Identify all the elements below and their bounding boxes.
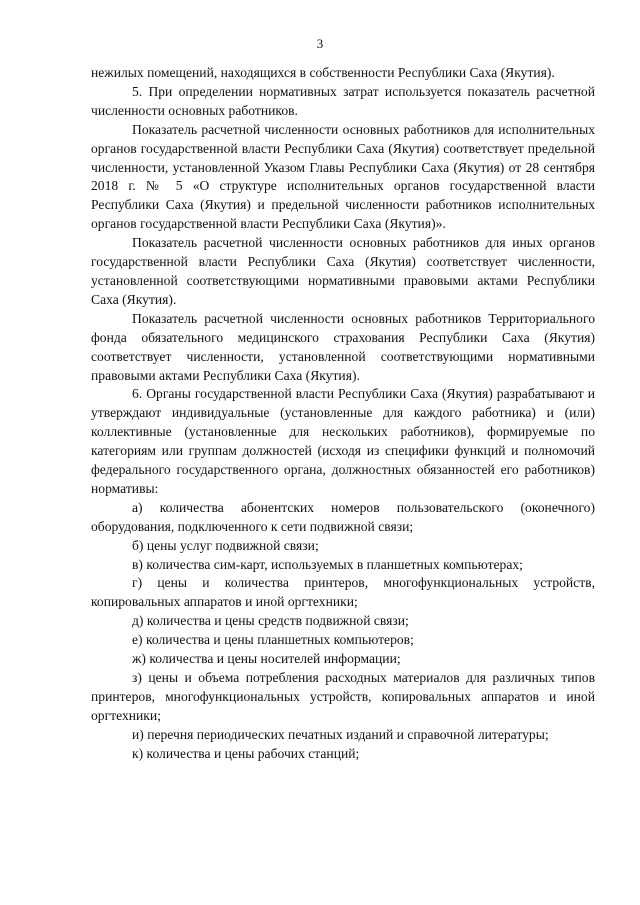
list-item-v: в) количества сим-карт, используемых в планшетных компьютерах; <box>132 556 523 572</box>
list-item-g: г) цены и количества принтеров, многофункциональных устройств, копировальных аппаратов и иной оргтехники; <box>91 575 595 610</box>
list-item-z: з) цены и объема потребления расходных материалов для различных типов принтеров, многофункциональных устройств, копировальных аппаратов и иной оргтехники; <box>91 670 595 723</box>
list-item-k: к) количества и цены рабочих станций; <box>132 745 360 761</box>
list-item-a: а) количества абонентских номеров пользовательского (оконечного) оборудования, подключенного к сети подвижной связи; <box>91 499 595 534</box>
paragraph-continuation: нежилых помещений, находящихся в собственности Республики Саха (Якутия). <box>91 65 555 80</box>
list-item-e: е) количества и цены планшетных компьютеров; <box>132 632 414 648</box>
paragraph-item-5: 5. При определении нормативных затрат используется показатель расчетной численности основных работников. <box>91 83 595 118</box>
paragraph-territorial-fund: Показатель расчетной численности основных работников Территориального фонда обязательного медицинского страхования Республики Саха (Якутия) соответствует численности, установленной соответствующими нормативными правовыми актами Республики Саха (Якутия). <box>91 310 595 383</box>
paragraph-item-6: 6. Органы государственной власти Республики Саха (Якутия) разрабатывают и утверждают индивидуальные (установленные для каждого работника) и (или) коллективные (установленные для нескольких работников), формируемые по категориям или группам должностей (исходя из специфики функций и полномочий федерального государственного органа, должностных обязанностей его работников) нормативы: <box>91 386 595 496</box>
paragraph-other-bodies: Показатель расчетной численности основных работников для иных органов государственной власти Республики Саха (Якутия) соответствует численности, установленной соответствующими нормативными правовыми актами Республики Саха (Якутия). <box>91 235 595 307</box>
paragraph-executive-bodies: Показатель расчетной численности основных работников для исполнительных органов государственной власти Республики Саха (Якутия) соответствует предельной численности, установленной Указом Главы Республики Саха (Якутия) от 28 сентября 2018 г. № 5 «О структуре исполнительных органов государственной власти Республики Саха (Якутия) и предельной численности работников исполнительных органов государственной власти Республики Саха (Якутия)». <box>91 121 595 232</box>
list-item-b: б) цены услуг подвижной связи; <box>132 537 319 553</box>
list-item-zh: ж) количества и цены носителей информации; <box>132 651 401 667</box>
document-body <box>91 64 595 764</box>
list-item-d: д) количества и цены средств подвижной связи; <box>132 613 409 629</box>
page-number: 3 <box>316 36 324 51</box>
list-item-i: и) перечня периодических печатных изданий и справочной литературы; <box>132 726 549 742</box>
